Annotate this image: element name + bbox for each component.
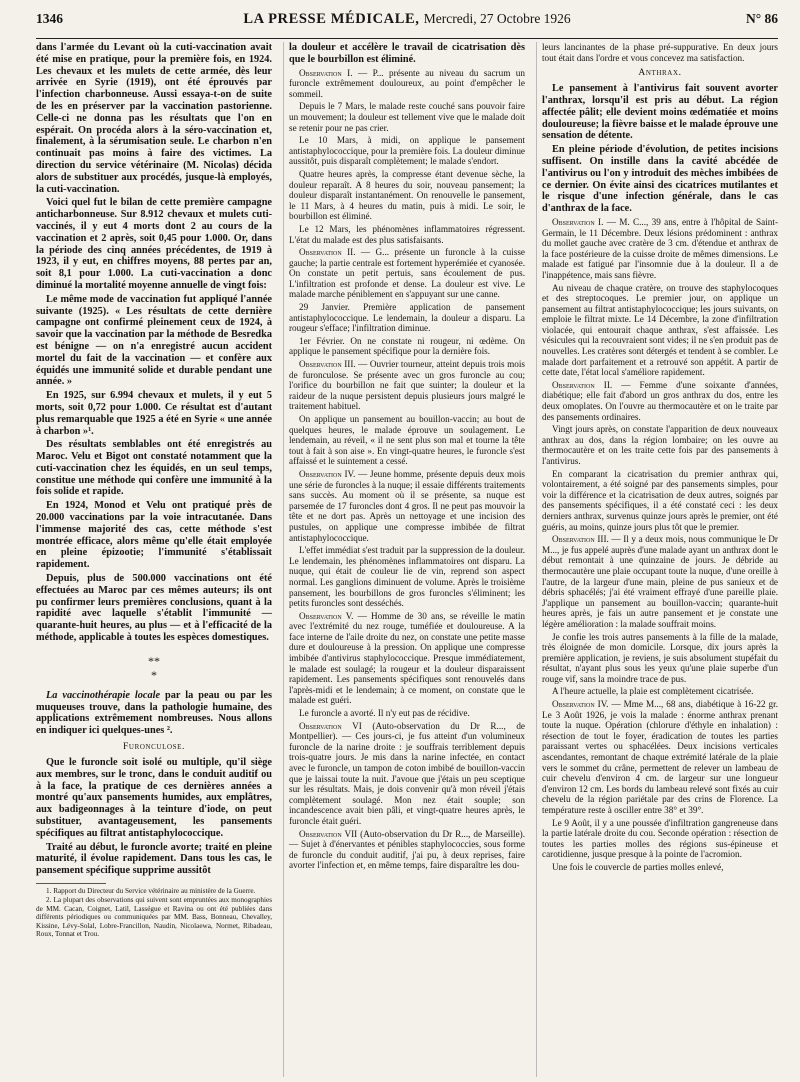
paragraph: Depuis, plus de 500.000 vaccinations ont été effectuées au Maroc par ces mêmes auteurs; ils ont pu confirmer leurs premières conclusions, quant à la rapidité avec laquelle s'établit l'immunité — quarante-huit heures, au plus — et à l'efficacité de la méthode, applicable à toutes les espèces domestiques. <box>36 573 272 644</box>
section-separator: ** * <box>148 653 160 682</box>
paragraph: En comparant la cicatrisation du premier anthrax qui, volontairement, a été soigné par des pansements simples, pour voir la différence et la cicatrisation de deux autres, soignés par des pansements spécifiques, il a été constaté ceci : les deux derniers anthrax, survenus quinze jours après le premier, ont été guéris, au moins, quinze jours plus tôt que le premier. <box>542 468 778 532</box>
paragraph: 1er Février. On ne constate ni rougeur, ni œdème. On applique le pansement spécifique pour la dernière fois. <box>289 335 525 357</box>
observation-label: Observation IV. <box>552 699 609 710</box>
observation-label: Observation II. <box>299 247 356 258</box>
paragraph: Traité au début, le furoncle avorte; traité en pleine maturité, il évolue rapidement. Dans tous les cas, le pansement spécifique supprime aussitôt <box>36 841 272 877</box>
paragraph: Quatre heures après, la compresse étant devenue sèche, la douleur reparaît. A 8 heures du soir, nouveau pansement; la douleur disparaît instantanément. On renouvelle le pansement, le 11 Mars, à 4 heures du matin, puis à midi. Le soir, le bourbillon est éliminé. <box>289 168 525 222</box>
footnote: 2. La plupart des observations qui suivent sont empruntées aux monographies de MM. Cacan, Coignet, Latil, Lasségue et Ravina ou ont été publiées dans différents périodiques ou communiquées par MM. Bass, Bonneau, Chevalley, Kissine, Lévy-Solal, Lobre-Francillon, Naudin, Nicolaewa, Normet, Ribadeau, Roux, Tonnat et Trou. <box>36 896 272 939</box>
paragraph: Depuis le 7 Mars, le malade reste couché sans pouvoir faire un mouvement; la douleur est tellement vive que le malade doit se retenir pour ne pas crier. <box>289 101 525 133</box>
observation-label: Observation VII <box>299 828 358 839</box>
paragraph: la douleur et accélère le travail de cicatrisation dès que le bourbillon est éliminé. <box>289 42 525 65</box>
column-right <box>536 42 778 1077</box>
observation <box>289 829 525 871</box>
observation-label: Observation IV. <box>299 468 356 479</box>
observation-label: Observation VI <box>299 720 362 731</box>
observation-label: Observation I. <box>299 67 353 78</box>
observation <box>289 247 525 300</box>
paragraph: Le 12 Mars, les phénomènes inflammatoires régressent. L'état du malade est des plus satisfaisants. <box>289 223 525 245</box>
observation-label: Observation III. <box>299 359 356 370</box>
observation-label: Observation V. <box>299 610 354 621</box>
footnote-divider <box>36 883 106 884</box>
observation-text: — G... présente un furoncle à la cuisse gauche; la partie centrale est fortement hyperémiée et cyanosée. On constate un petit pertuis, sans écoulement de pus. L'infiltration est profonde et dense. La douleur est vive. Le malade marche péniblement en s'appuyant sur une canne. <box>289 247 525 300</box>
observation <box>542 699 778 816</box>
column-left <box>36 42 272 1077</box>
section-heading: Anthrax. <box>638 68 682 79</box>
observation <box>542 217 778 281</box>
paragraph: Vingt jours après, on constate l'apparition de deux nouveaux anthrax au dos, dans la région lombaire; on les ouvre au thermocautère et on les traite cette fois par des pansements à l'antivirus. <box>542 424 778 467</box>
observation <box>289 68 525 100</box>
paragraph: L'effet immédiat s'est traduit par la suppression de la douleur. Le lendemain, les phénomènes inflammatoires ont disparu. La nuque, qui était de couleur lie de vin, reprend son aspect normal. Les ganglions diminuent de volume. Après le troisième pansement, les bourbillons de gros furoncles s'éliminent; les petits furoncles sont desséchés. <box>289 545 525 609</box>
paragraph: On applique un pansement au bouillon-vaccin; au bout de quelques heures, le malade éprouve un soulagement. Le lendemain, au réveil, « il ne sent plus son mal et tourne la tête tout à fait à son aise ». En vingt-quatre heures, le furoncle s'est affaissé et le suintement a cessé. <box>289 414 525 467</box>
paragraph: Le même mode de vaccination fut appliqué l'année suivante (1925). « Les résultats de cette dernière campagne ont confirmé pleinement ceux de 1924, à savoir que la vaccination par la méthode de Besredka est bénigne — on n'a enregistré aucun accident mortel du fait de la vaccination — et confère aux équidés une immunité solide et durable pendant une année. » <box>36 293 272 388</box>
running-title <box>243 11 570 28</box>
paragraph: leurs lancinantes de la phase pré-suppurative. En deux jours tout était dans l'ordre et vous concevez ma satisfaction. <box>542 42 778 63</box>
observation <box>542 534 778 629</box>
paragraph: Au niveau de chaque cratère, on trouve des staphylocoques et des streptocoques. Le premier jour, on applique un pansement au filtrat antistaphylococcique; les jours suivants, on emploie le filtrat mixte. Le 14 Décembre, la zone d'infiltration violacée, qui entourait chaque anthrax, s'est affaissée. Les vésicules qui la recouvraient sont vides; il ne s'en produit pas de nouvelles. Les cratères sont détergés et tendent à se combler. Le malade dort parfaitement et a retrouvé son appétit. A partir de cette date, l'état local s'améliore rapidement. <box>542 282 778 378</box>
observation <box>289 611 525 706</box>
observation-text: — Jeune homme, présente depuis deux mois une série de furoncles à la nuque; il essaie différents traitements sans succès. Au moment où il se présente, sa nuque est parsemée de 17 furoncles dont 4 gros. Il ne peut pas mouvoir la tête et ne dort pas. Après un nettoyage et une incision des pustules, on applique une compresse imbibée de filtrat antistaphylococcique. <box>289 468 525 543</box>
paragraph: En pleine période d'évolution, de petites incisions suffisent. On instille dans la cavité abcédée de l'antivirus ou l'on y introduit des mèches imbibées de ce dernier. On évite ainsi des cicatrices mutilantes et le risque d'une infection générale, dans le cas d'anthrax de la face. <box>542 144 778 215</box>
page-number: 1346 <box>36 11 63 26</box>
paragraph-text: par la peau ou par les muqueuses trouve, dans la pathologie humaine, des applications extrêmement nombreuses. Nous allons en indiquer ici quelques-unes ². <box>36 689 272 737</box>
observation-text: — Il y a deux mois, nous communique le Dr M..., je fus appelé auprès d'une malade ayant un anthrax dont le début remontait à une quinzaine de jours. Je débride au thermocautère une plaie occupant toute la nuque, d'une oreille à l'autre, de la largeur d'une main, pleine de pus sanieux et de débris sphacélés; j'ai été vraiment effrayé d'une pareille plaie. J'applique un pansement au bouillon-vaccin; quarante-huit heures après, je fais un autre pansement et je constate une légère amélioration : la malade souffrait moins. <box>542 534 778 629</box>
observation-label: Observation II. <box>552 379 613 390</box>
journal-title: LA PRESSE MÉDICALE, <box>243 10 420 27</box>
observation <box>289 469 525 543</box>
observation-text: (Auto-observation du Dr R..., de Montpellier). — Ces jours-ci, je fus atteint d'un volumineux furoncle de la narine droite : je souffrais terriblement depuis trois-quatre jours. Je mis dans la narine infectée, en contact avec le furoncle, un tampon de coton imbibé de bouillon-vaccin que je laissai toute la nuit. J'avoue que j'étais un peu sceptique sur les résultats. Mais, je dois convenir qu'à mon réveil j'étais complètement soulagé. Mon nez était souple; son incandescence avait bien pâli, et vingt-quatre heures après, le furoncle était guéri. <box>289 720 525 826</box>
observation <box>542 380 778 422</box>
paragraph: En 1925, sur 6.994 chevaux et mulets, il y eut 5 morts, soit 0,72 pour 1.000. Ce résultat est d'autant plus remarquable que 1925 a été en Syrie « une année à charbon »¹. <box>36 390 272 437</box>
column-middle <box>283 42 525 1077</box>
issue-number: N° 86 <box>745 11 778 26</box>
paragraph: A l'heure actuelle, la plaie est complètement cicatrisée. <box>552 686 754 697</box>
paragraph: Voici quel fut le bilan de cette première campagne anticharbonneuse. Sur 8.912 chevaux et mulets cuti-vaccinés, il y eut 4 morts dont 2 au cours de la vaccination et 2 après, soit 0,45 pour 1.000. Or, dans la période des cinq années précédentes, de 1919 à 1923, il y eut, en chiffres moyens, 88 pertes par an, soit 8,1 pour 1.000. La cuti-vaccination a donc diminué la mortalité moyenne annuelle de vingt fois: <box>36 197 272 291</box>
paragraph: Le 9 Août, il y a une poussée d'infiltration gangreneuse dans la partie latérale droite du cou. Seconde opération : résection de toutes les parties molles des régions sus-épineuse et carotidienne, jusque presque à la pointe de l'acromion. <box>542 817 778 860</box>
section-heading: Furonculose. <box>123 742 185 753</box>
paragraph: Le pansement à l'antivirus fait souvent avorter l'anthrax, lorsqu'il est pris au début. La région affectée pâlit; elle devient moins œdématiée et moins douloureuse; la fièvre baisse et le malade éprouve une sensation de détente. <box>542 83 778 142</box>
paragraph: Des résultats semblables ont été enregistrés au Maroc. Velu et Bigot ont constaté notamment que la cuti-vaccination chez les équidés, en un seul temps, constitue une méthode qui confère une immunité à la fois solide et rapide. <box>36 439 272 498</box>
observation-text: — Homme de 30 ans, se réveille le matin avec l'extrémité du nez rouge, tuméfiée et douloureuse. A la face interne de l'aile droite du nez, on constate une petite masse dure et douloureuse à la pression. On applique une compresse imbibée d'antivirus staphylococcique. Presque immédiatement, le malade est soulagé; la rougeur et la douleur disparaissent rapidement. Les pansements spécifiques sont renouvelés dans l'après-midi et le lendemain; à ce moment, on constate que le malade est guéri. <box>289 610 525 706</box>
observation-label: Observation I. <box>552 216 604 227</box>
paragraph: En 1924, Monod et Velu ont pratiqué près de 20.000 vaccinations par la voie intracutanée. Dans l'immense majorité des cas, cette méthode s'est montrée efficace, alors même qu'elle était employée en pleine épizootie; l'immunité s'établissait rapidement. <box>36 500 272 571</box>
footnote: 1. Rapport du Directeur du Service vétérinaire au ministère de la Guerre. <box>46 887 256 895</box>
paragraph: Le furoncle a avorté. Il n'y eut pas de récidive. <box>299 708 470 719</box>
observation <box>289 359 525 412</box>
paragraph: Une fois le couvercle de parties molles enlevé, <box>552 861 724 872</box>
observation-text: — M. C..., 39 ans, entre à l'hôpital de Saint-Germain, le 11 Décembre. Deux lésions prédominent : anthrax du mollet gauche avec cratère de 3 cm. d'étendue et anthrax de la face postérieure de la cuisse droite de mêmes dimensions. Le malade est fatigué par l'insomnie due à la douleur. Il a de l'inappétence, mais sans fièvre. <box>542 216 778 280</box>
issue-date: Mercredi, 27 Octobre 1926 <box>423 10 571 26</box>
observation-text: — Mme M..., 68 ans, diabétique à 16-22 gr. Le 3 Août 1926, je vois la malade : énorme anthrax prenant toute la nuque. Opération (chlorure d'éthyle en inhalation) : résection de tout le foyer, éradication de toutes les parties paraissant vertes ou sphacélées. Deux incisions verticales ascendantes, remontant de chaque extrémité latérale de la plaie vers le sommet du crâne, permettent de relever un lambeau de cuir chevelu d'environ 4 cm. de largeur sur une longueur d'environ 12 cm. Les bords du lambeau relevé sont fixés au cuir chevelu de la région pariétale par des crins de Florence. La température reste à osciller entre 38° et 39°. <box>542 699 778 816</box>
emphasis: La vaccinothérapie locale <box>46 689 161 701</box>
observation <box>289 721 525 827</box>
paragraph: dans l'armée du Levant où la cuti-vaccination avait été mise en pratique, pour la première fois, en 1924. Les chevaux et les mulets de cette armée, dès leur arrivée en Syrie (1919), ont été éprouvés par l'infection charbonneuse. Aussi essaya-t-on de suite de les en préserver par la vaccination pastorienne. Celle-ci ne donna pas les résultats que l'on en espérait. On procéda alors à la séro-vaccination et, finalement, à la sérumisation seule. Le charbon n'en continuait pas moins à faire des victimes. La direction du service vétérinaire (M. Nicolas) décida alors de substituer aux procédés, jusque-là employés, la cuti-vaccination. <box>36 42 272 195</box>
text-columns <box>36 39 778 1077</box>
observation-text: — P... présente au niveau du sacrum un furoncle extrêmement douloureux, au point d'empêcher le sommeil. <box>289 67 525 99</box>
paragraph <box>36 690 272 737</box>
page-header <box>36 0 778 39</box>
paragraph: Le 10 Mars, à midi, on applique le pansement antistaphylococcique, pour la première fois. La douleur diminue aussitôt, puis disparaît complètement; le malade s'endort. <box>289 135 525 167</box>
observation-text: — Ouvrier tourneur, atteint depuis trois mois de furonculose. Se présente avec un gros furoncle au cou; l'orifice du bourbillon ne fait que suinter; la douleur et la raideur de la nuque persistent depuis plusieurs jours malgré le traitement habituel. <box>289 359 525 412</box>
paragraph: 29 Janvier. Première application de pansement antistaphylococcique. Le lendemain, la douleur a disparu. La rougeur s'efface; l'infiltration diminue. <box>289 302 525 334</box>
paragraph: Que le furoncle soit isolé ou multiple, qu'il siège aux membres, sur le tronc, dans le conduit auditif ou à la face, la pratique de ces dernières années a montré qu'aux pansements humides, aux emplâtres, aux badigeonnages à la teinture d'iode, on peut substituer, avantageusement, les pansements spécifiques au filtrat antistaphylococcique. <box>36 757 272 839</box>
observation-label: Observation III. <box>552 534 609 545</box>
paragraph: Je confie les trois autres pansements à la fille de la malade, très éloignée de mon domicile. Lorsque, dix jours après la première application, je reviens, je suis absolument stupéfait du résultat, n'ayant plus sous les yeux qu'une plaie superbe d'un rouge vif, sans la moindre trace de pus. <box>542 631 778 684</box>
observation-text: — Femme d'une soixante d'années, diabétique; elle fait d'abord un gros anthrax du dos, entre les deux omoplates. On l'ouvre au thermocautère et on le traite par des pansements ordinaires. <box>542 379 778 422</box>
observation-text: (Auto-observation du Dr R..., de Marseille). — Sujet à d'énervantes et pénibles staphylococcies, sous forme de furoncle du conduit auditif, j'ai pu, à deux reprises, faire avorter l'infection et, en même temps, faire disparaître les dou- <box>289 828 525 871</box>
